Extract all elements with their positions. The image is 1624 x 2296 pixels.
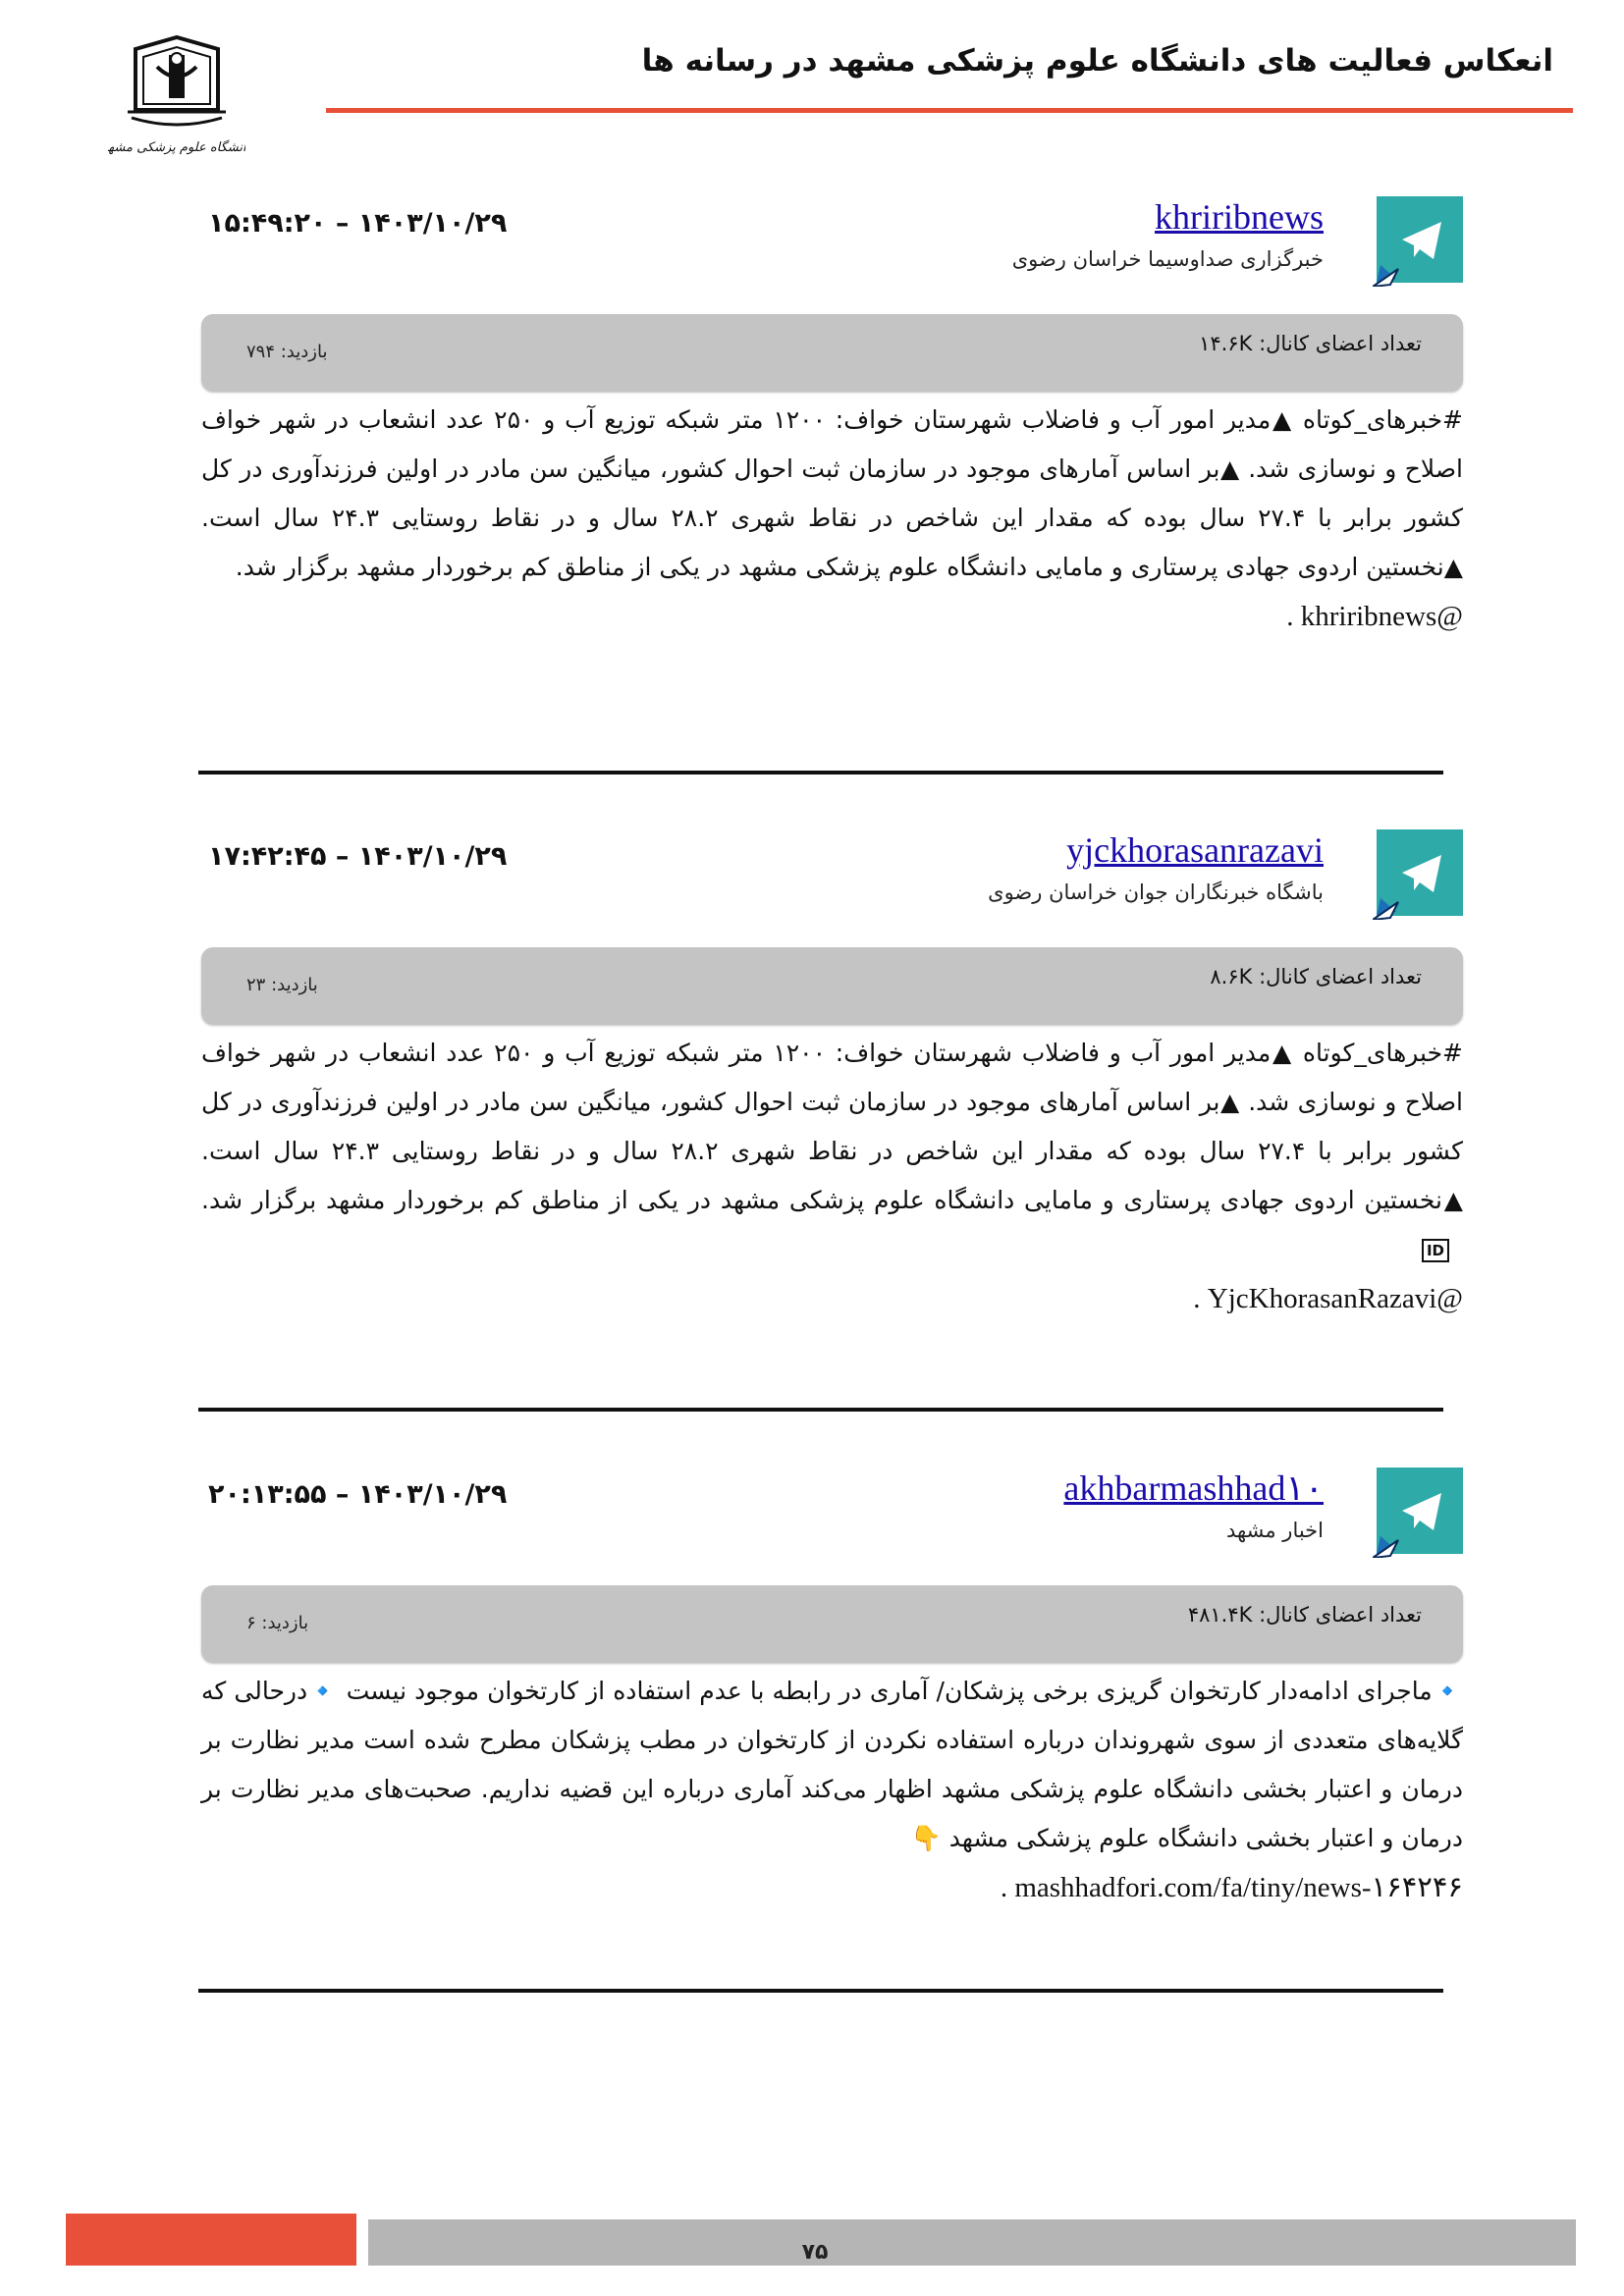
channel-description: خبرگزاری صداوسیما خراسان رضوی [1011,247,1324,271]
post-text [201,1029,1463,1323]
member-count: تعداد اعضای کانال: ۸.۶K [1210,965,1422,988]
channel-info-bar [201,947,1463,1024]
university-logo [108,29,245,167]
telegram-icon [1373,196,1463,287]
telegram-icon [1373,1468,1463,1558]
channel-info-bar [201,1585,1463,1662]
view-count: بازدید: ۷۹۴ [246,342,328,362]
post-divider [198,771,1443,774]
member-count: تعداد اعضای کانال: ۴۸۱.۴K [1187,1603,1422,1627]
post-body: #خبرهای_کوتاه ▲مدیر امور آب و فاضلاب شهرستان خواف: ۱۲۰۰ متر شبکه توزیع آب و ۲۵۰ عدد انشعاب در شهر خواف اصلاح و نوسازی شد. ▲بر اساس آمارهای موجود در سازمان ثبت احوال کشور، میانگین سن مادر در اولین فرزندآوری در کل کشور برابر با ۲۷.۴ سال بوده که مقدار این شاخص در نقاط شهری ۲۸.۲ سال و در نقاط روستایی ۲۴.۳ سال است. ▲نخستین اردوی جهادی پرستاری و مامایی دانشگاه علوم پزشکی مشهد در یکی از مناطق کم برخوردار مشهد برگزار شد. [201,405,1463,581]
post-divider [198,1989,1443,1993]
view-count: بازدید: ۲۳ [246,975,318,995]
post-body: #خبرهای_کوتاه ▲مدیر امور آب و فاضلاب شهرستان خواف: ۱۲۰۰ متر شبکه توزیع آب و ۲۵۰ عدد انشعاب در شهر خواف اصلاح و نوسازی شد. ▲بر اساس آمارهای موجود در سازمان ثبت احوال کشور، میانگین سن مادر در اولین فرزندآوری در کل کشور برابر با ۲۷.۴ سال بوده که مقدار این شاخص در نقاط شهری ۲۸.۲ سال و در نقاط روستایی ۲۴.۳ سال است. ▲نخستین اردوی جهادی پرستاری و مامایی دانشگاه علوم پزشکی مشهد در یکی از مناطق کم برخوردار مشهد برگزار شد. [201,1039,1463,1214]
member-count: تعداد اعضای کانال: ۱۴.۶K [1199,332,1422,355]
post-body: 🔹ماجرای ادامه‌دار کارتخوان گریزی برخی پزشکان/ آماری در رابطه با عدم استفاده از کارتخوان موجود نیست 🔹درحالی که گلایه‌های متعددی از سوی شهروندان درباره استفاده نکردن از کارتخوان در مطب پزشکان مطرح شده است مدیر نظارت بر درمان و اعتبار بخشی دانشگاه علوم پزشکی مشهد اظهار می‌کند آماری درباره این قضیه نداریم. صحبت‌های مدیر نظارت بر درمان و اعتبار بخشی دانشگاه علوم پزشکی مشهد 👇 [201,1677,1463,1852]
id-badge: ID [1422,1239,1449,1262]
post-tail: mashhadfori.com/fa/tiny/news-۱۶۴۲۴۶ . [1000,1872,1463,1903]
header-rule [326,108,1573,113]
telegram-icon [1373,829,1463,920]
channel-description: اخبار مشهد [1225,1519,1324,1542]
view-count: بازدید: ۶ [246,1613,309,1633]
channel-description: باشگاه خبرنگاران جوان خراسان رضوی [988,881,1324,904]
post-text [201,1667,1463,1912]
post-divider [198,1408,1443,1412]
footer-accent-bar [66,2214,356,2266]
channel-link[interactable]: khriribnews [1155,197,1324,237]
page-number: ۷۵ [801,2240,829,2265]
post-tail: @YjcKhorasanRazavi . [1193,1283,1463,1314]
channel-info-bar [201,314,1463,391]
post-datetime: ۲۰:۱۳:۵۵ – ۱۴۰۳/۱۰/۲۹ [208,1479,508,1510]
post-tail: @khriribnews . [1286,601,1463,632]
post-datetime: ۱۵:۴۹:۲۰ – ۱۴۰۳/۱۰/۲۹ [208,208,508,239]
page-title: انعکاس فعالیت های دانشگاه علوم پزشکی مشهد در رسانه ها [641,43,1553,79]
post-text [201,396,1463,641]
channel-link[interactable]: akhbarmashhad۱۰ [1063,1468,1324,1508]
post-datetime: ۱۷:۴۲:۴۵ – ۱۴۰۳/۱۰/۲۹ [208,841,508,872]
logo-caption: دانشگاه علوم پزشکی مشهد [108,140,245,155]
footer-bar [368,2219,1576,2266]
channel-link[interactable]: yjckhorasanrazavi [1066,830,1324,870]
